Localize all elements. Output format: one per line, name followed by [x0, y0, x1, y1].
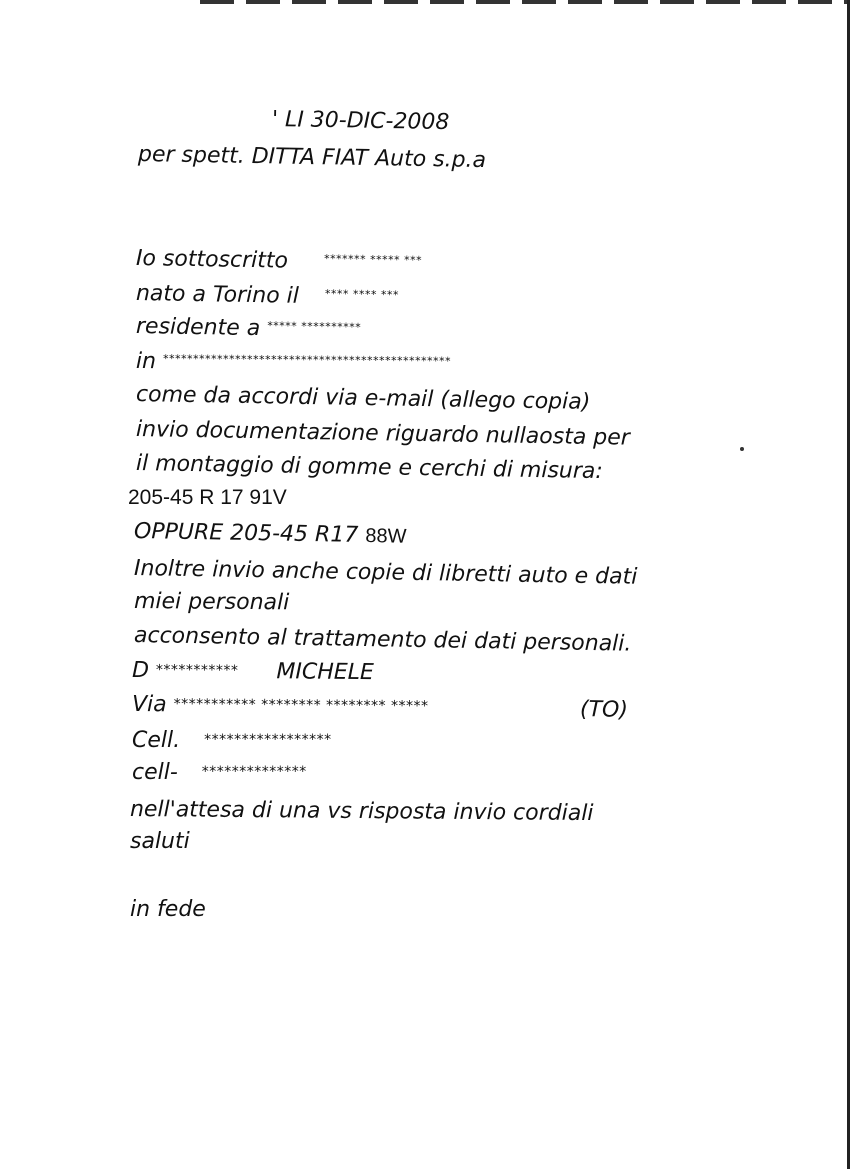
undersigned-label: Io sottoscritto: [135, 246, 289, 274]
cell-line-2: [132, 758, 307, 787]
via-line: [132, 690, 429, 722]
body-line-2: invio documentazione riguardo nullaosta per: [135, 417, 631, 451]
body-line-5: miei personali: [133, 589, 290, 616]
undersigned-masked: ******* ***** ***: [323, 252, 423, 267]
cell-masked-1: *****************: [204, 732, 332, 748]
birth-line: [136, 277, 399, 313]
body-line-1: come da accordi via e-mail (allego copia): [135, 382, 591, 415]
name-initial: D: [131, 658, 150, 684]
cell-label-2: cell-: [132, 760, 178, 785]
cell-label-1: Cell.: [132, 728, 181, 753]
scan-top-edge: [200, 0, 850, 4]
body-line-6: acconsento al trattamento dei dati personali.: [133, 623, 632, 657]
cell-line-1: [132, 726, 332, 755]
residence-masked: ***** **********: [267, 319, 362, 334]
tire-load-index: 88W: [365, 525, 407, 548]
sign-off: in fede: [130, 897, 206, 922]
tire-size-1: 205-45 R 17 91V: [128, 486, 287, 509]
residence-label: residente a: [135, 314, 261, 342]
body-line-4: Inoltre invio anche copie di libretti auto e dati: [133, 556, 638, 590]
scan-speck: [740, 447, 744, 451]
residence-line: [136, 310, 362, 345]
address-label: in: [135, 349, 157, 375]
undersigned-line: [136, 242, 423, 278]
body-line-3: il montaggio di gomme e cerchi di misura:: [135, 451, 604, 485]
name-masked: ***********: [155, 662, 239, 679]
address-line: [136, 345, 451, 379]
province: (TO): [579, 697, 629, 723]
cell-masked-2: **************: [201, 764, 307, 780]
letter-date: ' LI 30-DIC-2008: [271, 107, 450, 136]
address-masked: ************************************************: [163, 352, 452, 368]
first-name: MICHELE: [276, 659, 374, 686]
tire-size-2-line: [134, 518, 407, 551]
closing-line-2: saluti: [130, 829, 190, 854]
tire-size-2: OPPURE 205-45 R17: [133, 519, 359, 548]
birth-label: nato a Torino il: [135, 281, 300, 309]
birth-masked: **** **** ***: [324, 287, 400, 302]
letter-recipient: per spett. DITTA FIAT Auto s.p.a: [137, 142, 487, 174]
via-label: Via: [131, 692, 167, 718]
via-masked: *********** ******** ******** *****: [173, 696, 429, 715]
name-line: [132, 656, 374, 687]
closing-line-1: nell'attesa di una vs risposta invio cordiali: [129, 797, 594, 827]
